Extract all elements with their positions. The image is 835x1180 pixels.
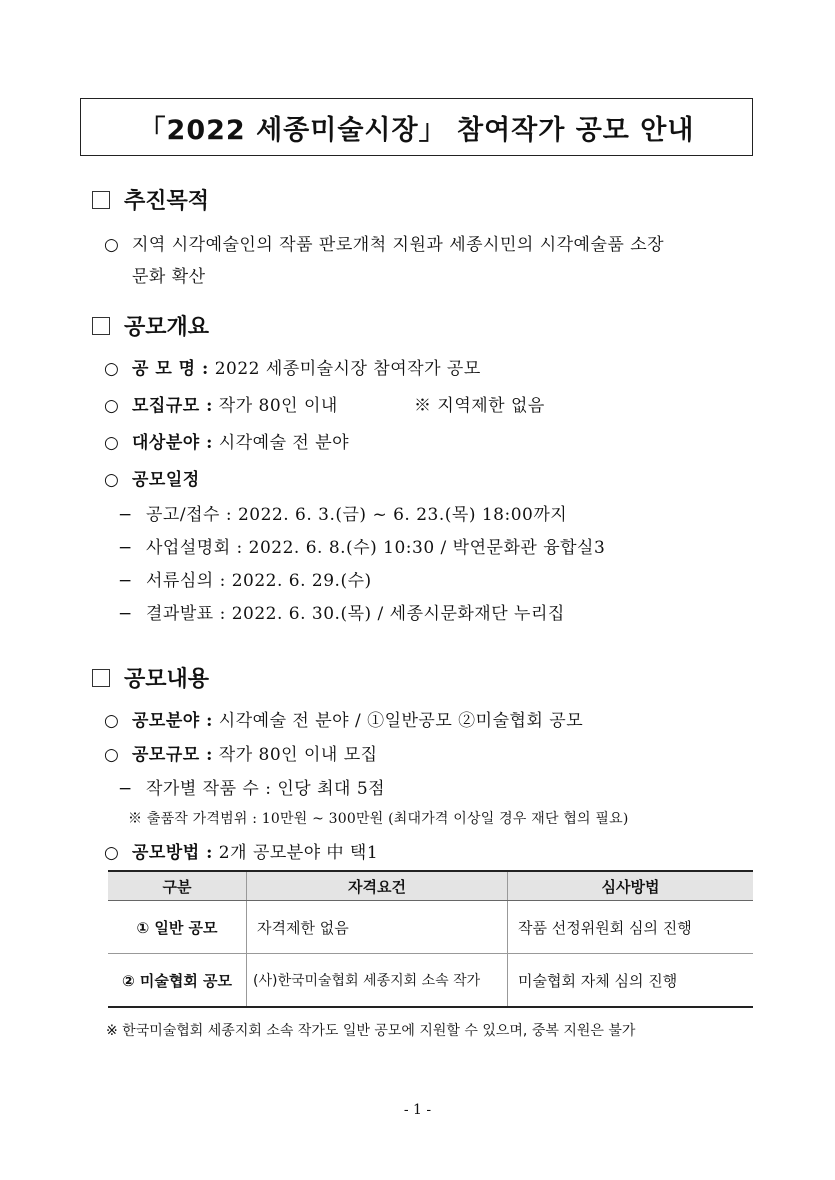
circle-bullet-icon: ○ — [104, 470, 120, 490]
circle-bullet-icon: ○ — [104, 359, 120, 379]
page-number: - 1 - — [403, 1102, 432, 1118]
table-row — [108, 954, 753, 1008]
schedule-item: − 서류심의 : 2022. 6. 29.(수) — [118, 571, 372, 591]
dash-bullet-icon: − — [118, 779, 133, 799]
dash-bullet-icon: − — [118, 604, 133, 624]
table-cell-category: ② 미술협회 공모 — [108, 954, 247, 1008]
square-bullet-icon — [92, 191, 110, 209]
schedule-item: − 공고/접수 : 2022. 6. 3.(금) ~ 6. 23.(목) 18:00까지 — [118, 505, 568, 525]
table-cell-review: 작품 선정위원회 심의 진행 — [508, 901, 754, 954]
table-cell-qualification: 자격제한 없음 — [247, 901, 508, 954]
circle-bullet-icon: ○ — [104, 235, 120, 255]
circle-bullet-icon: ○ — [104, 745, 120, 765]
circle-bullet-icon: ○ — [104, 843, 120, 863]
footnote: ※ 한국미술협회 세종지회 소속 작가도 일반 공모에 지원할 수 있으며, 중복 지원은 불가 — [106, 1023, 636, 1039]
table-row — [108, 901, 753, 954]
purpose-text-line1: ○ 지역 시각예술인의 작품 판로개척 지원과 세종시민의 시각예술품 소장 — [104, 235, 665, 255]
table-cell-qualification: (사)한국미술협회 세종지회 소속 작가 — [247, 954, 508, 1008]
schedule-item: − 결과발표 : 2022. 6. 30.(목) / 세종시문화재단 누리집 — [118, 604, 565, 624]
content-scale: ○ 공모규모 : 작가 80인 이내 모집 — [104, 745, 378, 765]
page-title: 「2022 세종미술시장」 참여작가 공모 안내 — [80, 98, 753, 156]
table-cell-category: ① 일반 공모 — [108, 901, 247, 954]
circle-bullet-icon: ○ — [104, 711, 120, 731]
overview-target: ○ 대상분야 : 시각예술 전 분야 — [104, 433, 350, 453]
overview-schedule-label: ○ 공모일정 — [104, 470, 200, 490]
overview-scale-note: ※ 지역제한 없음 — [414, 396, 545, 416]
content-price-note: ※ 출품작 가격범위 : 10만원 ~ 300만원 (최대가격 이상일 경우 재단 협의 필요) — [128, 811, 629, 827]
dash-bullet-icon: − — [118, 571, 133, 591]
section-heading-content: 공모내용 — [92, 662, 209, 693]
table-header-cell: 심사방법 — [508, 871, 754, 901]
dash-bullet-icon: − — [118, 505, 133, 525]
square-bullet-icon — [92, 669, 110, 687]
circle-bullet-icon: ○ — [104, 433, 120, 453]
table-header-cell: 자격요건 — [247, 871, 508, 901]
content-per-artist: − 작가별 작품 수 : 인당 최대 5점 — [118, 779, 386, 799]
content-method: ○ 공모방법 : 2개 공모분야 中 택1 — [104, 843, 379, 863]
purpose-text-line2: 문화 확산 — [132, 267, 206, 287]
table-cell-review: 미술협회 자체 심의 진행 — [508, 954, 754, 1008]
table-header-cell: 구분 — [108, 871, 247, 901]
table-header-row — [108, 871, 753, 901]
application-table — [108, 870, 753, 1008]
circle-bullet-icon: ○ — [104, 396, 120, 416]
section-heading-purpose: 추진목적 — [92, 184, 209, 215]
overview-name: ○ 공 모 명 : 2022 세종미술시장 참여작가 공모 — [104, 359, 481, 379]
schedule-item: − 사업설명회 : 2022. 6. 8.(수) 10:30 / 박연문화관 융합실3 — [118, 538, 606, 558]
dash-bullet-icon: − — [118, 538, 133, 558]
section-heading-overview: 공모개요 — [92, 310, 209, 341]
overview-scale: ○ 모집규모 : 작가 80인 이내 — [104, 396, 338, 416]
content-field: ○ 공모분야 : 시각예술 전 분야 / ①일반공모 ②미술협회 공모 — [104, 711, 584, 731]
square-bullet-icon — [92, 317, 110, 335]
